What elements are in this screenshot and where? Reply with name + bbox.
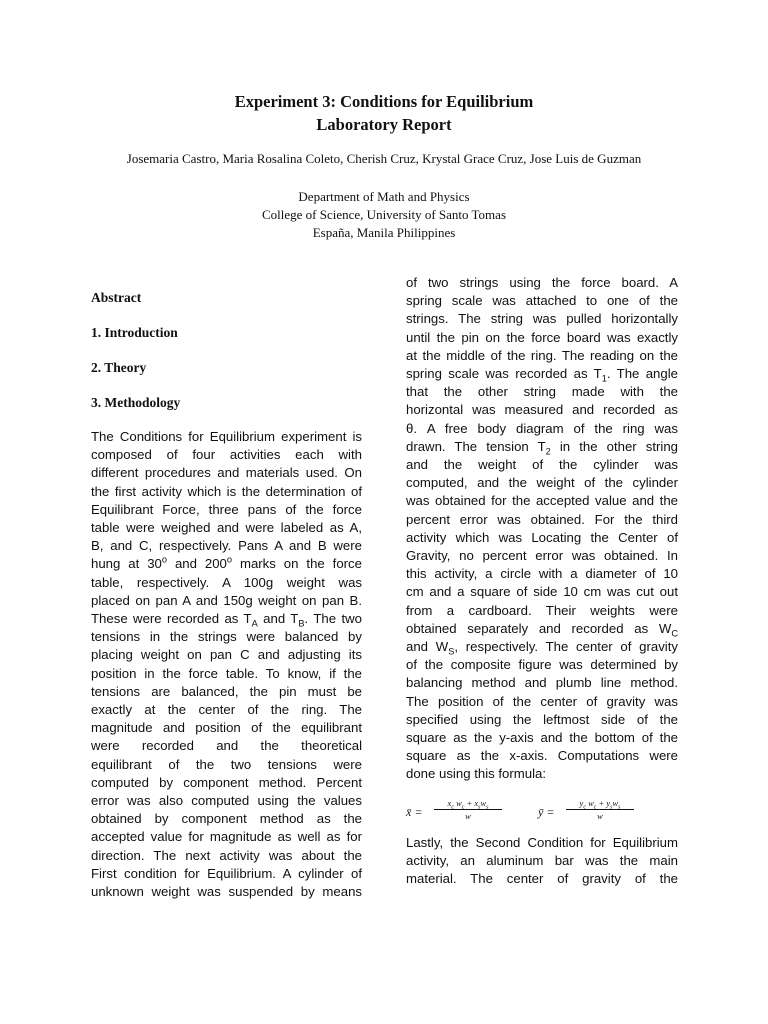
title-line-2: Laboratory Report xyxy=(316,115,452,134)
text-line: square as the y-axis and the bottom of the xyxy=(406,730,678,746)
text-line: and the weight of the cylinder was xyxy=(406,457,678,473)
methodology-right-column xyxy=(406,274,678,784)
formula-x-fraction xyxy=(434,798,502,821)
text-line: These were recorded as $T_A$ and $T_B$. The two xyxy=(91,611,362,629)
text-line: specified using the leftmost side of the xyxy=(406,711,678,727)
text-line: until the pin on the force board was exactly xyxy=(406,329,678,345)
text-line: horizontal was measured and recorded as xyxy=(406,402,678,418)
text-line: magnitude and position of the equilibrant xyxy=(91,720,362,736)
formula-x-denominator: w xyxy=(465,811,471,821)
text-line: of the composite figure was determined by xyxy=(406,657,678,673)
heading-methodology: 3. Methodology xyxy=(91,395,181,410)
text-line: that the other string made with the xyxy=(406,384,678,400)
text-line: of two strings using the force board. A xyxy=(406,275,678,290)
text-line: hung at 30$^o$ and 200$^o$ marks on the force xyxy=(91,555,362,572)
text-line: percent error was obtained. For the third xyxy=(406,511,678,527)
text-line: the first activity which is the determination of xyxy=(91,483,362,499)
text-line: strings. The string was pulled horizontally xyxy=(406,311,678,327)
text-line: done using this formula: xyxy=(406,766,547,782)
text-line: cm and a square of side 10 cm was cut out xyxy=(406,584,678,600)
affiliation-department: Department of Math and Physics xyxy=(298,189,470,204)
text-line: drawn. The tension $T_2$ in the other string xyxy=(406,438,678,457)
text-line: was obtained for the accepted value and the xyxy=(406,493,678,509)
text-line: unknown weight was suspended by means xyxy=(91,884,362,900)
text-line: balancing method and plumb line method. xyxy=(406,675,678,691)
text-line: placed on pan A and 150g weight on pan B. xyxy=(91,592,362,608)
text-line: computed, and the weight of the cylinder xyxy=(406,475,678,491)
text-line: position in the force table. To know, if the xyxy=(91,665,362,681)
text-line: Lastly, the Second Condition for Equilibrium xyxy=(406,835,678,850)
text-line: The position of the center of gravity was xyxy=(406,693,678,709)
text-line: table were weighed and were labeled as A, xyxy=(91,520,362,536)
text-line: obtained separately and recorded as $W_C$ xyxy=(406,620,678,639)
text-line: θ. A free body diagram of the ring was xyxy=(406,420,678,436)
formula-x-lhs: x̄ = xyxy=(406,805,423,819)
text-line: composed of four activities each with xyxy=(91,447,362,463)
text-line: were recorded and the theoretical xyxy=(91,738,362,754)
methodology-right-column-continued xyxy=(406,834,678,889)
heading-abstract: Abstract xyxy=(91,290,142,305)
text-line: obtained by component method as the xyxy=(91,811,362,827)
text-line: this activity, a circle with a diameter of 10 xyxy=(406,566,678,582)
text-line: equilibrant of the two tensions were xyxy=(91,756,362,772)
text-line: activity, an aluminum bar was the main xyxy=(406,853,678,869)
affiliation-location: España, Manila Philippines xyxy=(312,225,456,240)
text-line: material. The center of gravity of the xyxy=(406,871,678,887)
text-line: computed by component method. Percent xyxy=(91,774,362,790)
text-line: direction. The next activity was about the xyxy=(91,847,362,863)
text-line: activity which was Locating the Center of xyxy=(406,529,678,545)
text-line: tensions in the strings were balanced by xyxy=(91,629,362,645)
text-line: Gravity, no percent error was obtained. In xyxy=(406,548,678,564)
heading-introduction: 1. Introduction xyxy=(91,325,178,340)
text-line: tensions are balanced, the pin must be xyxy=(91,683,362,699)
text-line: different procedures and materials used. On xyxy=(91,465,362,481)
text-line: spring scale was recorded as $T_1$. The angle xyxy=(406,366,678,384)
text-line: and $W_S$, respectively. The center of gravity xyxy=(406,639,678,657)
text-line: The Conditions for Equilibrium experiment is xyxy=(91,429,362,444)
text-line: B, and C, respectively. Pans A and B were xyxy=(91,538,362,554)
formula-x-numerator: $x_c$ $w_c + x_sw_s$ xyxy=(434,798,502,810)
text-line: accepted value for magnitude as well as for xyxy=(91,829,362,845)
text-line: table, respectively. A 100g weight was xyxy=(91,574,362,590)
title-line-1: Experiment 3: Conditions for Equilibrium xyxy=(234,92,534,111)
text-line: square as the x-axis. Computations were xyxy=(406,748,678,764)
text-line: spring scale was attached to one of the xyxy=(406,293,678,309)
formula-y-lhs: ȳ = xyxy=(538,805,555,819)
text-line: exactly at the center of the ring. The xyxy=(91,702,362,718)
heading-theory: 2. Theory xyxy=(91,360,147,375)
formula-y-numerator: $y_c$ $w_c + y_sw_s$ xyxy=(566,798,634,810)
text-line: error was also computed using the values xyxy=(91,793,362,809)
formula-y-fraction xyxy=(566,798,634,821)
authors: Josemaria Castro, Maria Rosalina Coleto, Cherish Cruz, Krystal Grace Cruz, Jose Luis de Guzman xyxy=(126,151,642,166)
affiliation-college: College of Science, University of Santo Tomas xyxy=(262,207,506,222)
text-line: Equilibrant Force, three pans of the force xyxy=(91,501,362,517)
text-line: from a cardboard. Their weights were xyxy=(406,602,678,618)
text-line: at the middle of the ring. The reading on the xyxy=(406,347,678,363)
methodology-left-column xyxy=(91,428,362,901)
center-of-gravity-formula xyxy=(406,798,678,826)
text-line: placing weight on pan C and adjusting its xyxy=(91,647,362,663)
formula-y-denominator: w xyxy=(597,811,603,821)
text-line: First condition for Equilibrium. A cylinder of xyxy=(91,865,362,881)
